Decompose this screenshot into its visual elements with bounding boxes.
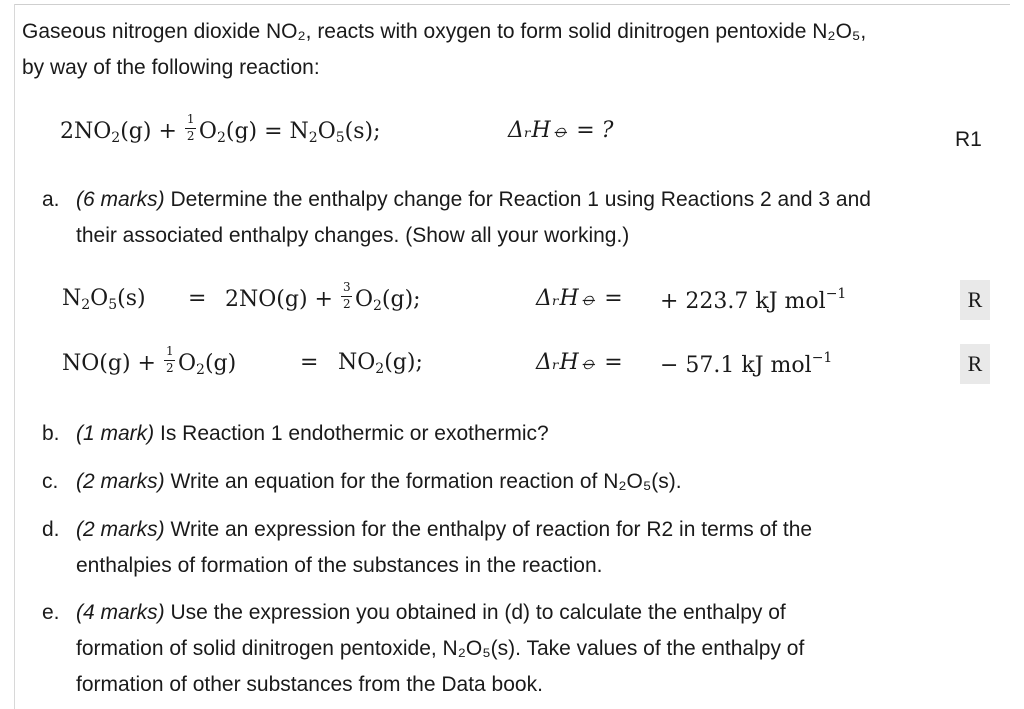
intro-line-2: by way of the following reaction: — [22, 56, 320, 79]
reaction-3-rhs: $NO_2(g)$; — [338, 350, 423, 377]
reaction-2-lhs: $N_2O_5(s)$ — [62, 286, 146, 313]
reaction-1-enthalpy: ΔᵣH⦵ = ? — [508, 118, 614, 143]
reaction-2-rhs: 2NO(g) + $\frac{3}{2}$ $O_2(g)$; — [225, 280, 421, 314]
top-border — [14, 4, 1010, 5]
intro-line-1: Gaseous nitrogen dioxide NO₂, reacts with oxygen to form solid dinitrogen pentoxide N₂O₅, — [22, 20, 867, 43]
reaction-2-enthalpy-value: + 223.7 kJ mol$^{-1}$ — [660, 286, 847, 314]
reaction-1-label: R1 — [955, 128, 982, 151]
question-b: b. (1 mark) Is Reaction 1 endothermic or exothermic? — [42, 422, 549, 445]
reaction-2-label: R — [960, 280, 990, 320]
intro-paragraph — [22, 14, 866, 86]
reaction-1-equation: $2NO_2(g)$ + $\frac{1}{2}$ $O_2(g) = N_2O_5(s)$; — [60, 112, 381, 146]
reaction-3-enthalpy-label: ΔᵣH⦵ = — [536, 350, 623, 375]
reaction-3-lhs: NO(g) + $\frac{1}{2}$ $O_2(g)$ — [62, 344, 237, 378]
reaction-3-enthalpy-value: − 57.1 kJ mol$^{-1}$ — [660, 350, 833, 378]
question-a: a. (6 marks) Determine the enthalpy change for Reaction 1 using Reactions 2 and 3 and their associated enthalpy changes. (Show all your working.) — [42, 188, 871, 247]
fraction-half: $\frac{1}{2}$ — [186, 112, 195, 143]
reaction-2-equals: = — [188, 286, 207, 311]
question-d: d. (2 marks) Write an expression for the enthalpy of reaction for R2 in terms of the enthalpies of formation of the substances in the reaction. — [42, 518, 813, 577]
fraction-half: $\frac{1}{2}$ — [165, 344, 174, 375]
reaction-2-enthalpy-label: ΔᵣH⦵ = — [536, 286, 623, 311]
question-c: c. (2 marks) Write an equation for the formation reaction of N₂O₅(s). — [42, 470, 682, 493]
fraction-three-halves: $\frac{3}{2}$ — [342, 280, 351, 311]
left-border — [14, 4, 15, 709]
reaction-3-equals: = — [300, 350, 319, 375]
question-e: e. (4 marks) Use the expression you obtained in (d) to calculate the enthalpy of formation of solid dinitrogen pentoxide, N₂O₅(s). Take values of the enthalpy of formation of other substances from the Data book. — [42, 601, 805, 696]
reaction-3-label: R — [960, 344, 990, 384]
